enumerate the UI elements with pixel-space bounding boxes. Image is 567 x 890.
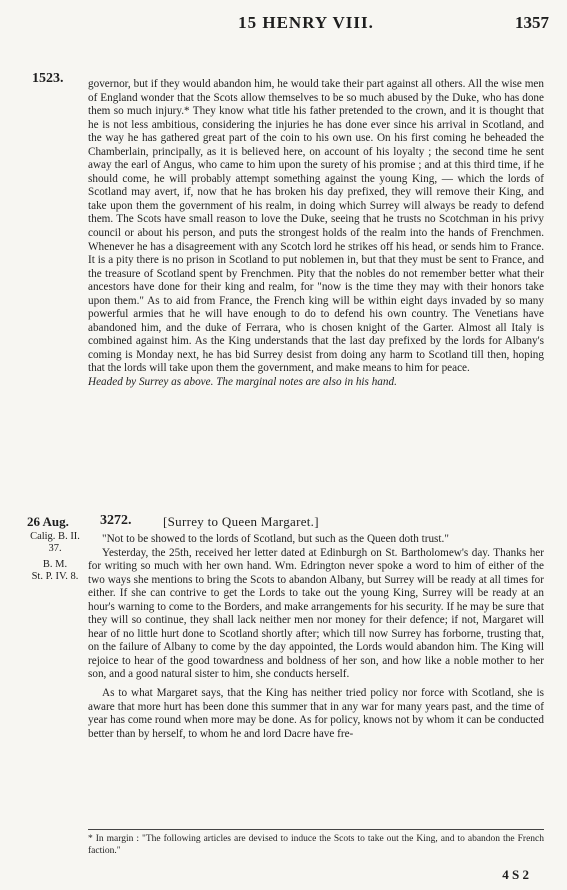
margin-ref-state-papers: St. P. IV. 8.: [31, 571, 79, 582]
margin-ref-archive: B. M.: [42, 559, 68, 570]
margin-ref-folio: 37.: [48, 543, 62, 554]
entry-paragraph-policy: As to what Margaret says, that the King has neither tried policy nor force with Scotland, she is aware that more hurt has been done this summer that in any war for many years past, and the time of year has come round when more may be done. As for policy, knows not by whom it can be conducted better than by herself, to whom he and lord Dacre have fre-: [88, 687, 544, 740]
footnote-divider: [88, 829, 544, 830]
continuation-block: [88, 78, 544, 390]
printer-signature-mark: 4 S 2: [502, 867, 529, 882]
running-header-title: 15 HENRY VIII.: [238, 13, 374, 32]
entry-body: [88, 533, 544, 741]
entry-number: 3272.: [100, 513, 132, 528]
entry-paragraph-letter: Yesterday, the 25th, received her letter dated at Edinburgh on St. Bartholomew's day. Thanks her for writing so much with her own hand. Wm. Edrington never spoke a word to him of either of the two ways she mentions to bring the Scots to abandon Albany, but Surrey will be ready at all times for either. If she can contrive to get the Lords to take out the young King, Surrey will be ready at an hour's warning to come to the Borders, and make arrangements for his security. If he may be sure that they will so continue, they shall lack neither men nor money for their defence; if not, Margaret will hear of no little hurt done to Scotland shortly after; which till now Surrey has forborne, trusting that, on the failure of Albany to come by the day appointed, the Lords would abandon him. The King will rejoice to hear of the good towardness and boldness of her son, and how like a noble mother to her son, and a good natural sister to him, she conducts herself.: [88, 546, 544, 681]
continuation-paragraph: governor, but if they would abandon him, he would take their part against all others. All the wise men of England wonder that the Scots allow themselves to be so much abused by the Duke, who has done them so much injury.* They know what title his father pretended to the crown, and it is thought that he is not less ambitious, considering the injuries he has done ever since his arrival in Scotland, and the way he has gathered great part of the coin to his own use. On his first coming he beheaded the Chamberlain, principally, as it is believed here, on account of his loyalty ; the second time he sent away the earl of Angus, who came to him upon the surety of his promise ; and at this third time, if he should come, he will probably attempt something against the young King, — which the lords of Scotland may avert, if, now that he has broken his day prefixed, they will remove their King, and take upon them the government of his realm, in doing which Surrey will always be ready to defend them. The Scots have small reason to love the Duke, seeing that he trusts no Scotchman in his privy council or about his person, and puts the strongest holds of the realm into the hands of Frenchmen. Whenever he has a disagreement with any Scotch lord he strikes off his head, or sends him to France. It is a pity there is no prison in Scotland to put noblemen in, but that they must be sent to France, and the treasure of Scotland spent by Frenchmen. Pity that the nobles do not remember better what their ancestors have done for their king and realm, for "now is the time they may with their honors take upon them." As to aid from France, the French king will be within eight days invaded by so many powerful armies that he will have enough to do to defend his own country. The Venetians have abandoned him, and the duke of Ferrara, who is chosen knight of the Garter. Almost all Italy is combined against him. As the King understands that the last day prefixed by the lords for Albany's coming is Monday next, he has bid Surrey desist from doing any harm to Scotland till then, hoping that the lords will take upon them the government, and make means to him for peace.: [88, 78, 544, 375]
entry-title: [Surrey to Queen Margaret.]: [163, 514, 319, 529]
entry-paragraph-quote: "Not to be showed to the lords of Scotland, but such as the Queen doth trust.": [102, 533, 449, 545]
margin-year: 1523.: [32, 71, 64, 86]
signature-note: Headed by Surrey as above. The marginal notes are also in his hand.: [88, 376, 397, 389]
footnote: * In margin : "The following articles are devised to induce the Scots to take out the King, and to abandon the French faction.": [88, 834, 544, 856]
entry-date: 26 Aug.: [27, 514, 69, 529]
page-number: 1357: [515, 13, 549, 32]
margin-ref-source: Calig. B. II.: [30, 531, 80, 542]
